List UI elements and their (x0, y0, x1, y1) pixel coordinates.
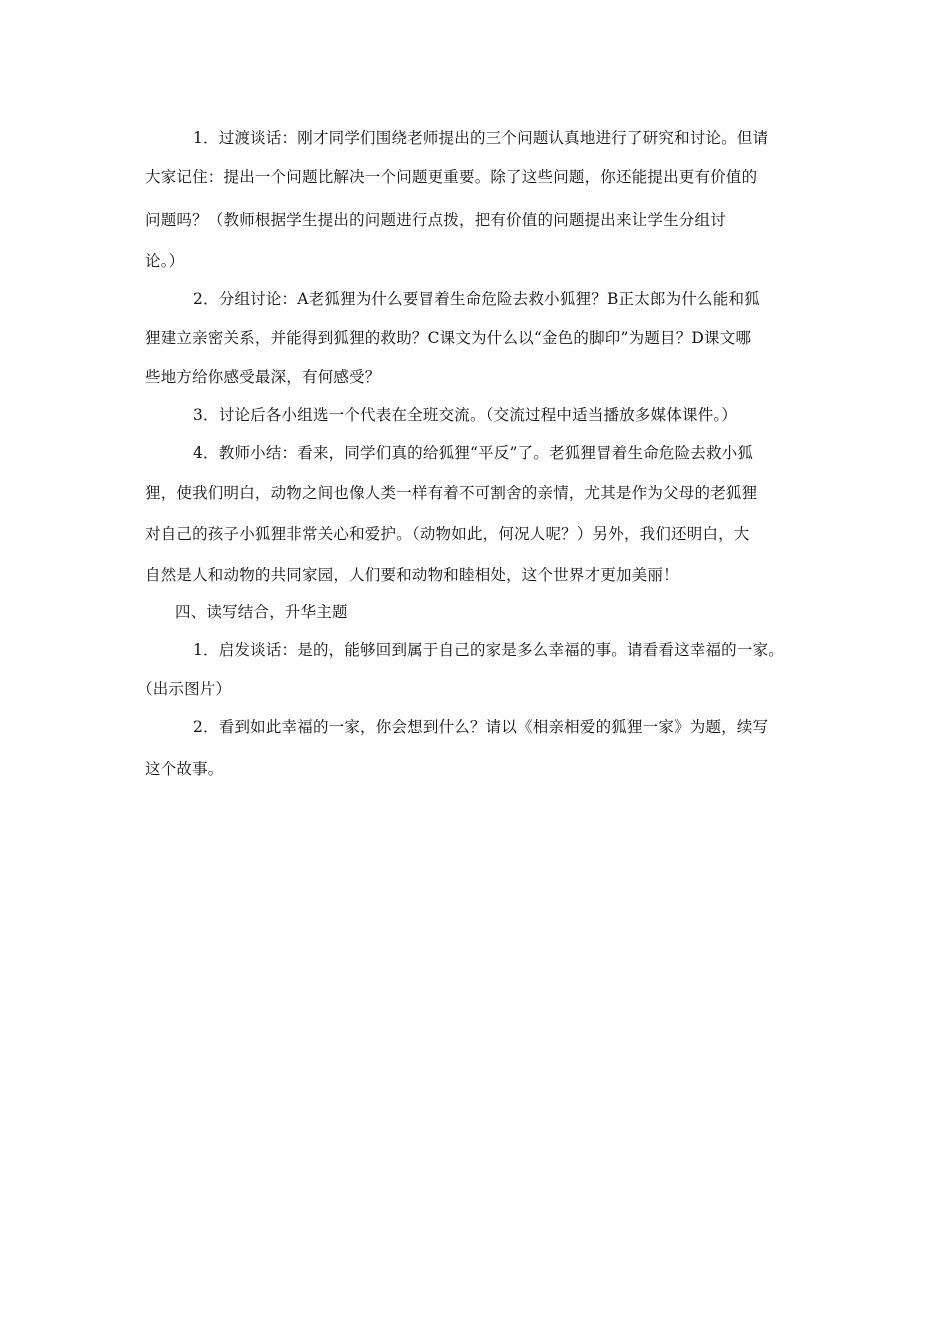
paragraph-line: 1．过渡谈话：刚才同学们围绕老师提出的三个问题认真地进行了研究和讨论。但请 (193, 129, 769, 147)
paragraph-line: 3．讨论后各小组选一个代表在全班交流。（交流过程中适当播放多媒体课件。） (193, 406, 738, 424)
paragraph-line: 论。） (145, 252, 185, 270)
paragraph-line: 狸，使我们明白，动物之间也像人类一样有着不可割舍的亲情，尤其是作为父母的老狐狸 (145, 484, 758, 502)
paragraph-line: 大家记住：提出一个问题比解决一个问题更重要。除了这些问题，你还能提出更有价值的 (145, 168, 758, 186)
paragraph-line: 对自己的孩子小狐狸非常关心和爱护。（动物如此，何况人呢？）另外，我们还明白，大 (145, 525, 750, 543)
section-heading: 四、读写结合，升华主题 (175, 603, 348, 621)
paragraph-line: 问题吗？（教师根据学生提出的问题进行点拨，把有价值的问题提出来让学生分组讨 (145, 211, 726, 229)
paragraph-line: 这个故事。 (145, 760, 224, 778)
paragraph-line: 4．教师小结：看来，同学们真的给狐狸“平反”了。老狐狸冒着生命危险去救小狐 (193, 444, 754, 462)
paragraph-line: 2．分组讨论：A老狐狸为什么要冒着生命危险去救小狐狸？B正太郎为什么能和狐 (193, 290, 760, 308)
paragraph-line: 1．启发谈话：是的，能够回到属于自己的家是多么幸福的事。请看看这幸福的一家。 (193, 641, 784, 659)
paragraph-line: 狸建立亲密关系，并能得到狐狸的救助？C课文为什么以“金色的脚印”为题目？D课文哪 (145, 329, 752, 347)
paragraph-line: 自然是人和动物的共同家园，人们要和动物和睦相处，这个世界才更加美丽！ (145, 566, 679, 584)
paragraph-line: 些地方给你感受最深，有何感受？ (145, 368, 381, 386)
paragraph-line: 2．看到如此幸福的一家，你会想到什么？请以《相亲相爱的狐狸一家》为题，续写 (193, 718, 769, 736)
paragraph-line: （出示图片） (137, 680, 232, 698)
